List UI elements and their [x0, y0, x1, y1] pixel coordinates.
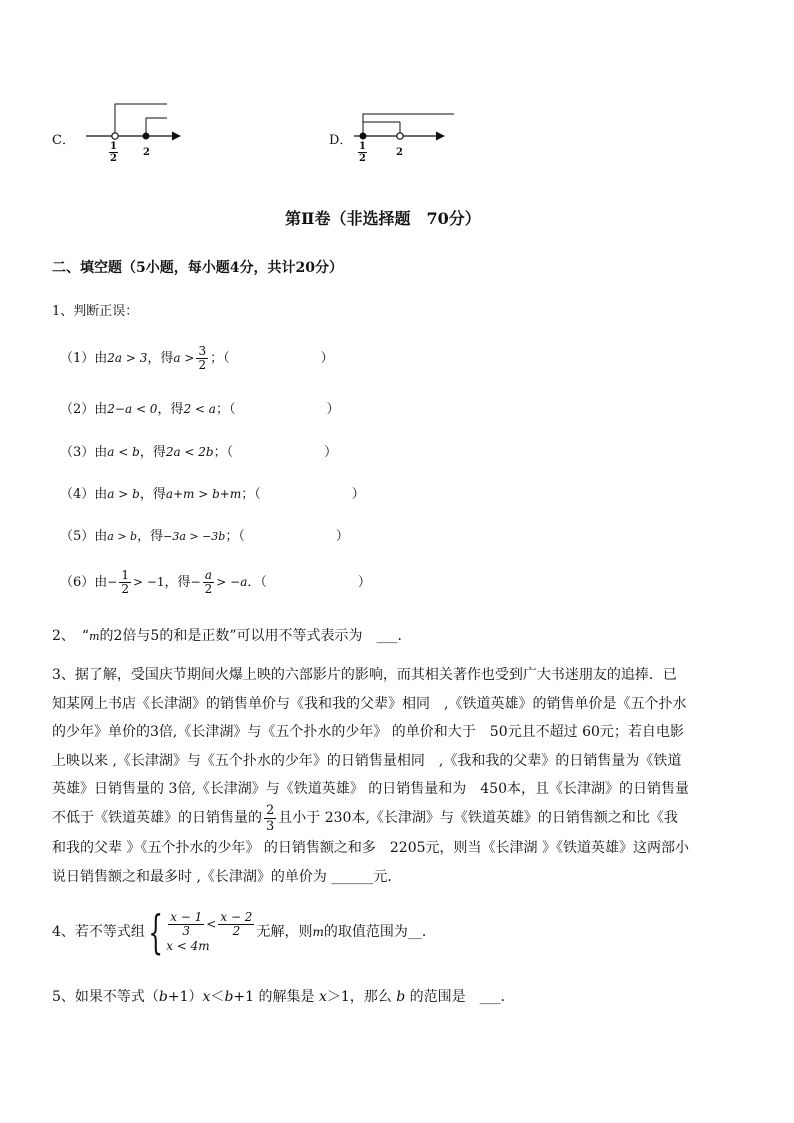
- q1-item-3: （3）由a < b，得2a < 2b；（ ）: [60, 445, 338, 460]
- q1-item-6: （6）由− $\frac{1}{2}$ > −1，得− $\frac{a}{2}$ > −a．（ ）: [60, 568, 371, 596]
- q1-item-4: （4）由a > b，得a+m > b+m；（ ）: [60, 487, 365, 502]
- q1-item-2: （2）由2−a < 0，得2 < a；（ ）: [60, 402, 340, 417]
- q3-line-1: 3、据了解，受国庆节期间火爆上映的六部影片的影响，而其相关著作也受到广大书迷朋友的追捧．已: [52, 667, 677, 683]
- option-c-number-line: [80, 100, 190, 174]
- q3-line-7: 和我的父辈 》《五个扑水的少年》 的日销售额之和多 2205元，则当《长津湖 》《铁道英雄》这两部小: [52, 840, 689, 856]
- left-brace-icon: {: [148, 905, 163, 959]
- q3-line-3: 的少年》单价的3倍,《长津湖》与《五个扑水的少年》 的单价和大于 50元且不超过 60元；若自电影: [52, 724, 684, 740]
- option-d-tick-two: 2: [396, 147, 403, 158]
- q5-text: 5、如果不等式（b+1）x＜b+1 的解集是 x＞1，那么 b 的范围是 ___．: [52, 989, 515, 1005]
- q2-text: 2、 “m的2倍与5的和是正数”可以用不等式表示为 ___．: [52, 628, 412, 644]
- option-c-tick-half: 1 2: [110, 141, 117, 164]
- part-heading: 二、填空题（5小题，每小题4分，共计20分）: [52, 260, 343, 276]
- q3-line-5: 英雄》日销售量的 3倍,《长津湖》与《铁道英雄》 的日销售量和为 450本，且《长津湖》的日销售量: [52, 781, 689, 797]
- q1-item-5: （5）由a > b，得−3a > −3b；（ ）: [60, 529, 349, 544]
- q3-line-4: 上映以来 ,《长津湖》与《五个扑水的少年》的日销售量相同 ,《我和我的父辈》的日销售量为《铁道: [52, 753, 682, 769]
- q3-line-6: 不低于《铁道英雄》的日销售量的 $\frac{2}{3}$ 且小于 230本,《长津湖》与《铁道英雄》的日销售额之和比《我: [52, 802, 678, 834]
- q4-text: 4、若不等式组{ $\frac{x - 1}{3}$ < $\frac{x - 2}{2}$ x < 4m 无解，则m的取值范围为__．: [52, 905, 436, 959]
- section-title: 第Ⅱ卷（非选择题 70分）: [285, 209, 481, 228]
- q3-line-2: 知某网上书店《长津湖》的销售单价与《我和我的父辈》相同 ,《铁道英雄》的销售单价是《五个扑水: [52, 696, 687, 712]
- option-c-tick-two: 2: [143, 147, 150, 158]
- q1-prompt: 1、判断正误：: [52, 304, 139, 319]
- option-d-tick-half: 1 2: [359, 141, 366, 164]
- q3-line-8: 说日销售额之和最多时 ,《长津湖》的单价为 ______元．: [52, 869, 402, 885]
- option-d-label: D．: [329, 133, 353, 148]
- option-c-label: C．: [52, 133, 75, 148]
- q1-item-1: （1）由2a > 3，得a > $\frac{3}{2}$ ；（ ）: [60, 344, 334, 372]
